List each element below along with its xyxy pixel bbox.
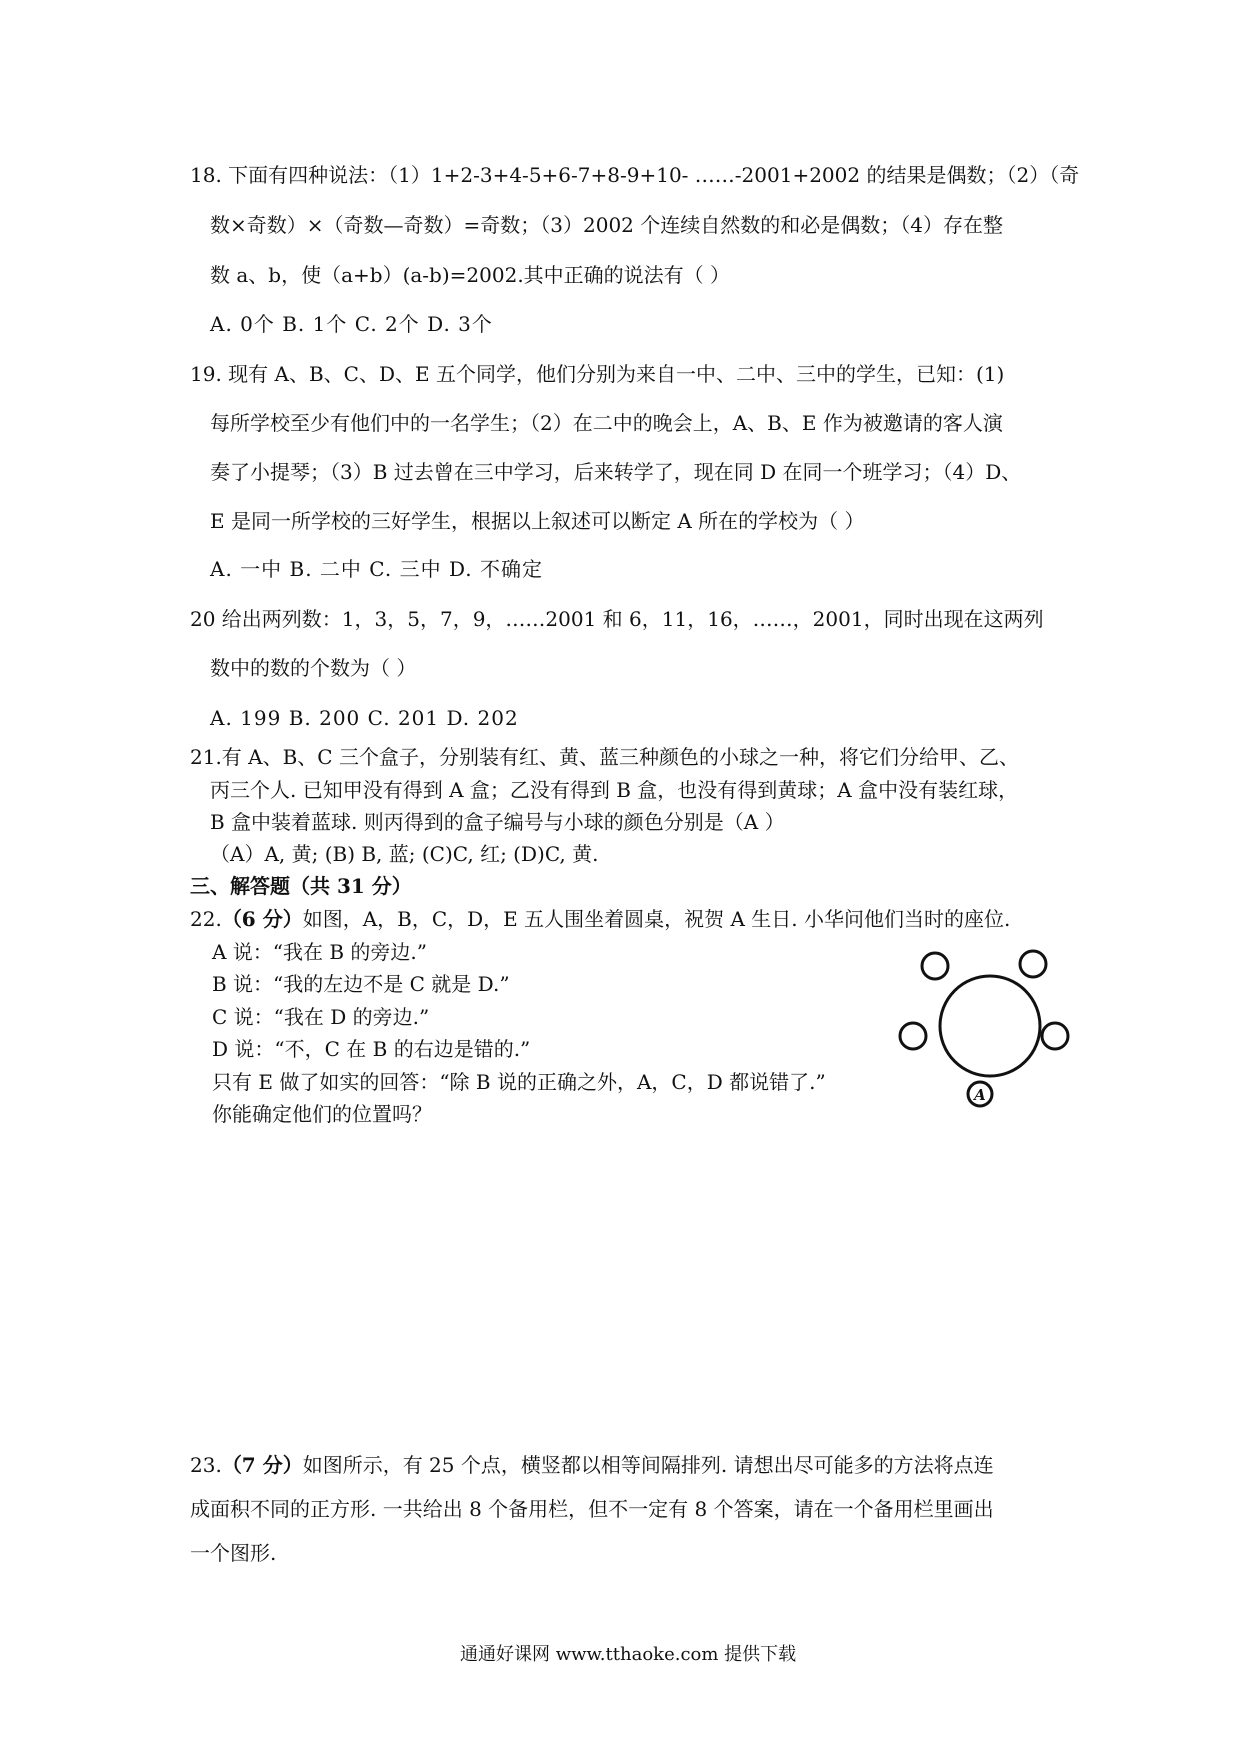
q22-b-statement: B 说：“我的左边不是 C 就是 D.” xyxy=(212,972,510,996)
q22-line-1 xyxy=(190,907,1010,931)
q22-a-statement: A 说：“我在 B 的旁边.” xyxy=(212,940,428,964)
q23-points: （7 分） xyxy=(221,1453,303,1477)
q19-line-1: 19. 现有 A、B、C、D、E 五个同学，他们分别为来自一中、二中、三中的学生，已知：(1) xyxy=(190,362,1005,386)
q18-line-2: 数×奇数）×（奇数—奇数）=奇数；（3）2002 个连续自然数的和必是偶数；（4）存在整 xyxy=(210,213,1003,237)
q22-d-statement: D 说：“不，C 在 B 的右边是错的.” xyxy=(212,1037,531,1061)
q23-line-3: 一个图形. xyxy=(190,1541,277,1565)
q20-options: A. 199 B. 200 C. 201 D. 202 xyxy=(210,706,519,730)
q20-line-1: 20 给出两列数：1，3，5，7，9，……2001 和 6，11，16，……，2001，同时出现在这两列 xyxy=(190,607,1044,631)
q22-text: 如图，A，B，C，D，E 五人围坐着圆桌，祝贺 A 生日. 小华问他们当时的座位. xyxy=(302,907,1011,931)
round-table-diagram xyxy=(898,946,1088,1116)
q19-options: A. 一中 B. 二中 C. 三中 D. 不确定 xyxy=(210,557,543,581)
q22-question: 你能确定他们的位置吗？ xyxy=(212,1102,432,1126)
q18-options: A. 0个 B. 1个 C. 2个 D. 3个 xyxy=(210,312,493,336)
q22-prefix: 22. xyxy=(190,907,222,931)
q23-line-2: 成面积不同的正方形. 一共给出 8 个备用栏，但不一定有 8 个答案，请在一个备用栏里画出 xyxy=(190,1497,994,1521)
q21-options: （A）A, 黄; (B) B, 蓝; (C)C, 红; (D)C, 黄. xyxy=(210,842,599,866)
q22-c-statement: C 说：“我在 D 的旁边.” xyxy=(212,1005,430,1029)
q18-line-1: 18. 下面有四种说法：（1）1+2-3+4-5+6-7+8-9+10- ……-2001+2002 的结果是偶数；（2）（奇 xyxy=(190,163,1080,187)
seat-left xyxy=(900,1023,926,1049)
q23-text: 如图所示，有 25 个点，横竖都以相等间隔排列. 请想出尽可能多的方法将点连 xyxy=(302,1453,994,1477)
q22-points: （6 分） xyxy=(221,907,303,931)
q23-line-1 xyxy=(190,1453,994,1477)
section-title: 三、解答题（共 31 分） xyxy=(190,874,412,898)
q21-line-1: 21.有 A、B、C 三个盒子，分别装有红、黄、蓝三种颜色的小球之一种，将它们分给甲、乙、 xyxy=(190,745,1019,769)
q18-line-3: 数 a、b，使（a+b）(a-b)=2002.其中正确的说法有（ ） xyxy=(210,263,731,287)
seat-right xyxy=(1042,1023,1068,1049)
q19-line-2: 每所学校至少有他们中的一名学生；（2）在二中的晚会上，A、B、E 作为被邀请的客人演 xyxy=(210,411,1003,435)
round-table xyxy=(940,976,1040,1076)
q22-e-statement: 只有 E 做了如实的回答：“除 B 说的正确之外，A，C，D 都说错了.” xyxy=(212,1070,826,1094)
footer-credit: 通通好课网 www.tthaoke.com 提供下载 xyxy=(460,1644,797,1665)
q19-line-4: E 是同一所学校的三好学生，根据以上叙述可以断定 A 所在的学校为（ ） xyxy=(210,509,865,533)
q21-line-2: 丙三个人. 已知甲没有得到 A 盒；乙没有得到 B 盒，也没有得到黄球；A 盒中没有装红球， xyxy=(210,778,1019,802)
seat-top-right xyxy=(1020,951,1046,977)
q20-line-2: 数中的数的个数为（ ） xyxy=(210,656,417,680)
seat-a-label: A xyxy=(974,1086,986,1104)
q21-line-3: B 盒中装着蓝球. 则丙得到的盒子编号与小球的颜色分别是（A ） xyxy=(210,810,785,834)
seat-top-left xyxy=(922,953,948,979)
q23-prefix: 23. xyxy=(190,1453,222,1477)
q19-line-3: 奏了小提琴；（3）B 过去曾在三中学习，后来转学了，现在同 D 在同一个班学习；（4）D、 xyxy=(210,460,1022,484)
